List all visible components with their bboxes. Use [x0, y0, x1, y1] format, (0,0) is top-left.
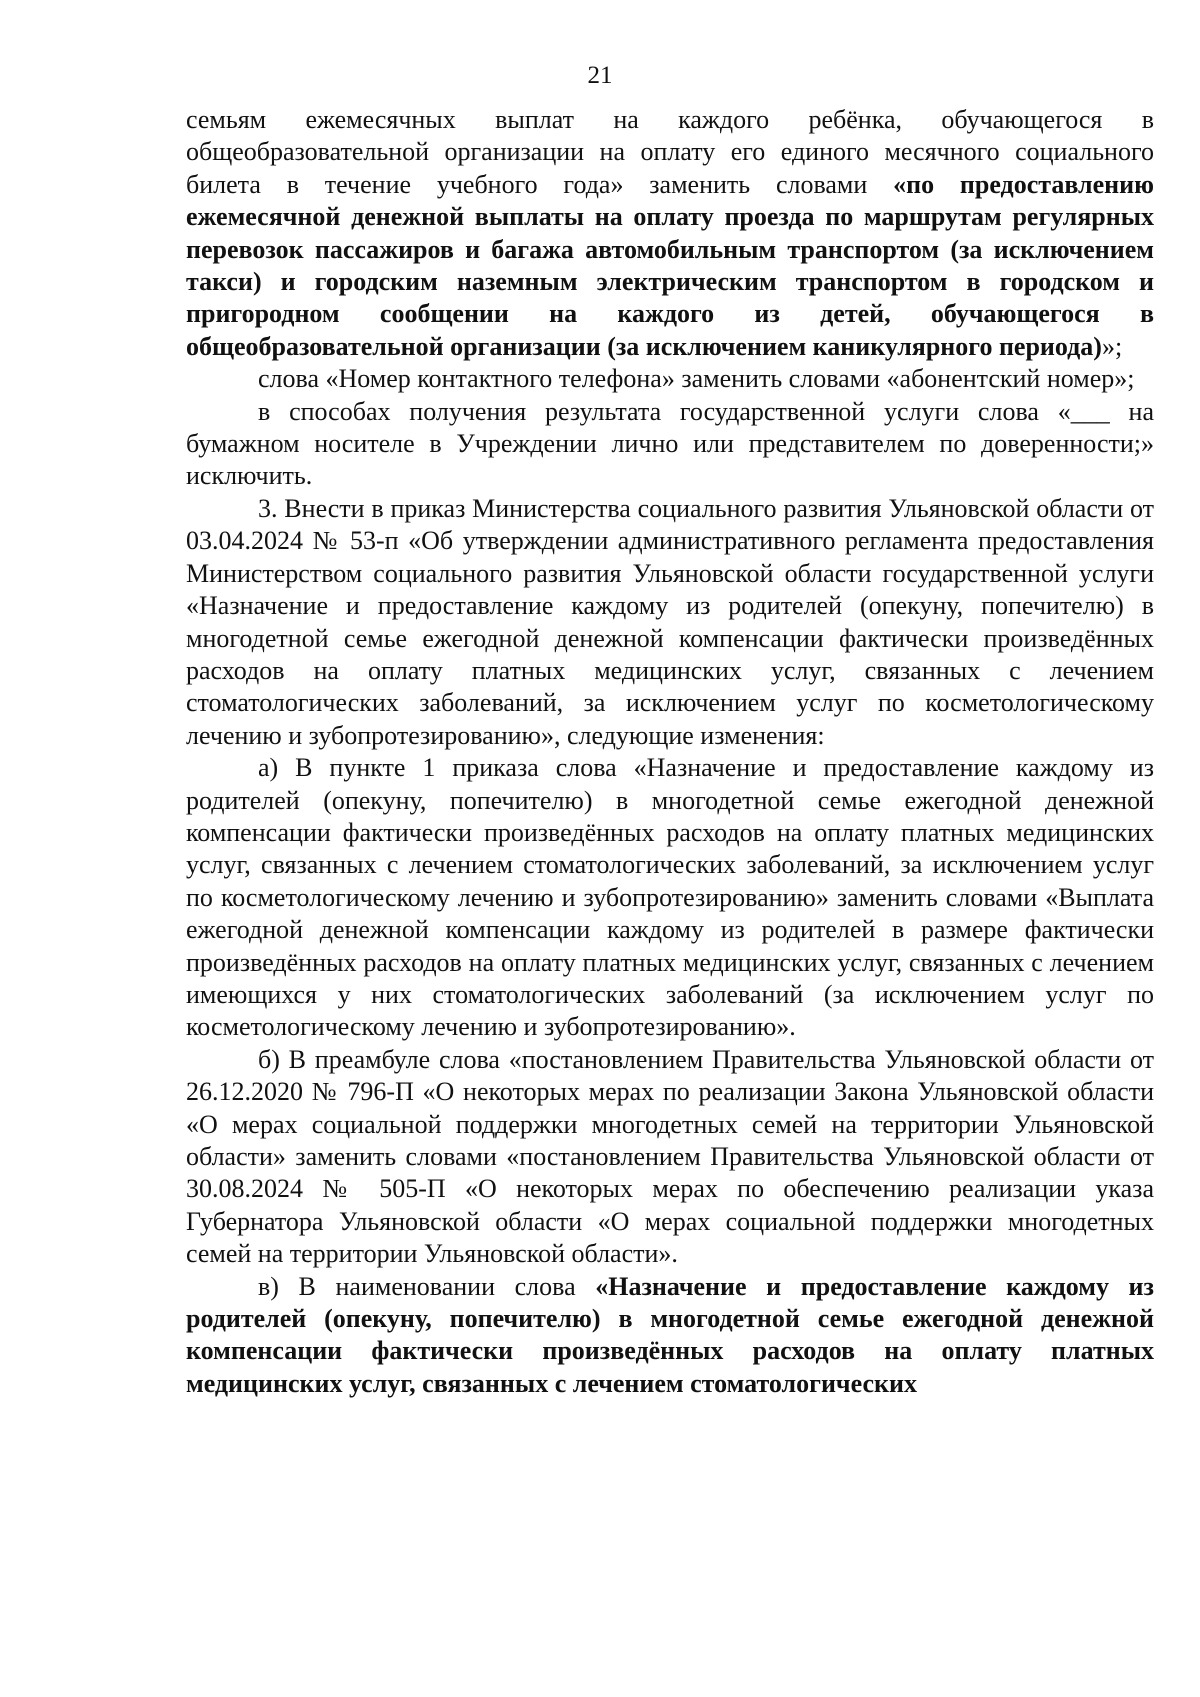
- paragraph-subitem-c: [186, 1271, 1154, 1401]
- paragraph-subitem-b: б) В преамбуле слова «постановлением Правительства Ульяновской области от 26.12.2020 № 796-П «О некоторых мерах по реализации Закона Ульяновской области «О мерах социальной поддержки многодетных семей на территории Ульяновской области» заменить словами «постановлением Правительства Ульяновской области от 30.08.2024 № 505-П «О некоторых мерах по обеспечению реализации указа Губернатора Ульяновской области «О мерах социальной поддержки многодетных семей на территории Ульяновской области».: [186, 1044, 1154, 1269]
- document-body: [186, 104, 1154, 1400]
- paragraph-item-3: 3. Внести в приказ Министерства социального развития Ульяновской области от 03.04.2024 № 53-п «Об утверждении административного регламента предоставления Министерством социального развития Ульяновской области государственной услуги «Назначение и предоставление каждому из родителей (опекуну, попечителю) в многодетной семье ежегодной денежной компенсации фактически произведённых расходов на оплату платных медицинских услуг, связанных с лечением стоматологических заболеваний, за исключением услуг по косметологическому лечению и зубопротезированию», следующие изменения:: [186, 493, 1154, 750]
- paragraph-subitem-a: а) В пункте 1 приказа слова «Назначение и предоставление каждому из родителей (опекуну, попечителю) в многодетной семье ежегодной денежной компенсации фактически произведённых расходов на оплату платных медицинских услуг, связанных с лечением стоматологических заболеваний, за исключением услуг по косметологическому лечению и зубопротезированию» заменить словами «Выплата ежегодной денежной компенсации каждому из родителей в размере фактически произведённых расходов на оплату платных медицинских услуг, связанных с лечением имеющихся у них стоматологических заболеваний (за исключением услуг по косметологическому лечению и зубопротезированию».: [186, 753, 1154, 1042]
- bold-title-text: «Назначение и предоставление каждому из родителей (опекуну, попечителю) в многодетной семье ежегодной денежной компенсации фактически произведённых расходов на оплату платных медицинских услуг, связанных с лечением стоматологических: [186, 1271, 1154, 1398]
- paragraph-result-methods: в способах получения результата государственной услуги слова «___ на бумажном носителе в Учреждении лично или представителем по доверенности;» исключить.: [186, 396, 1154, 491]
- paragraph-text: в) В наименовании слова: [258, 1271, 596, 1301]
- paragraph-phone-number: слова «Номер контактного телефона» заменить словами «абонентский номер»;: [258, 364, 1135, 394]
- page-number: 21: [587, 62, 613, 89]
- paragraph-text: семьям ежемесячных выплат на каждого ребёнка, обучающегося в общеобразовательной организации на оплату его единого месячного социального билета в течение учебного года» заменить словами: [186, 105, 1154, 199]
- paragraph-text-end: »;: [1101, 331, 1123, 361]
- paragraph-continuation: [186, 104, 1154, 363]
- bold-replacement-text: «по предоставлению ежемесячной денежной выплаты на оплату проезда по маршрутам регулярных перевозок пассажиров и багажа автомобильным транспортом (за исключением такси) и городским наземным электрическим транспортом в городском и пригородном сообщении на каждого из детей, обучающегося в общеобразовательной организации (за исключением каникулярного периода): [186, 169, 1154, 361]
